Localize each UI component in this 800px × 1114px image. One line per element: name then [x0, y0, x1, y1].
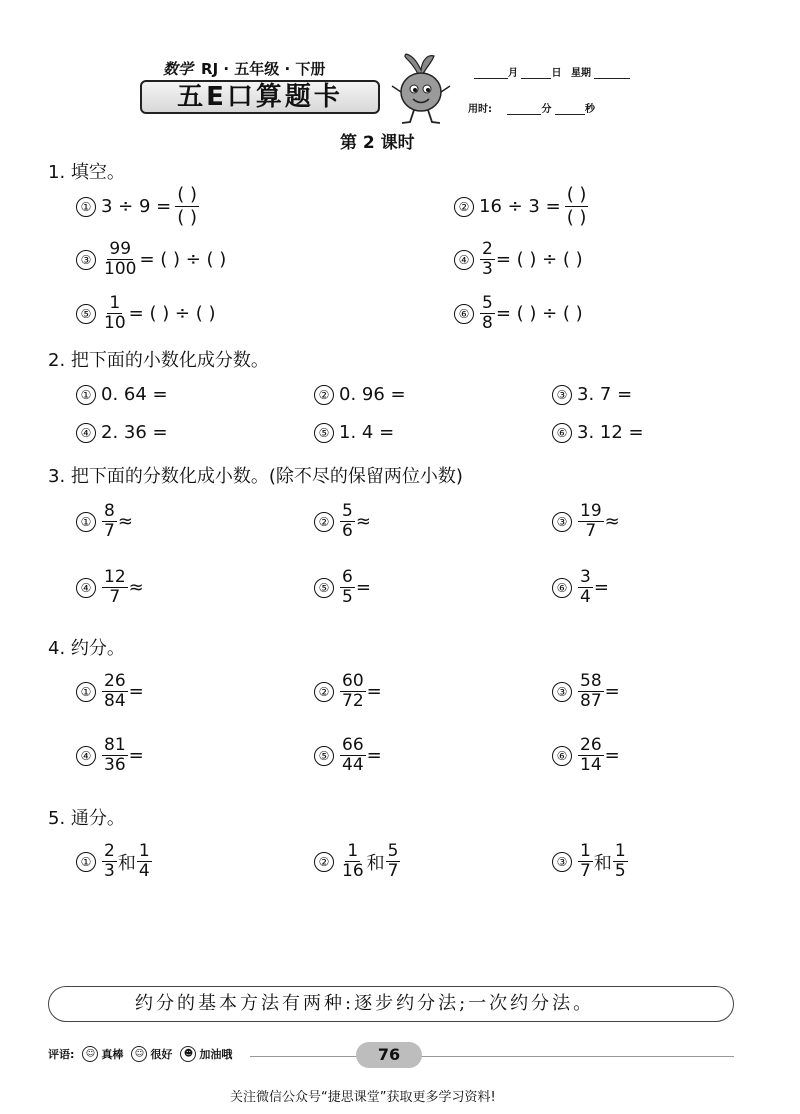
- exercise-3-4: ④ $\frac{12}{7}$ ≈: [76, 568, 144, 607]
- comment-label: 评语:: [48, 1048, 75, 1061]
- radish-mascot-icon: [388, 52, 454, 126]
- exercise-2-4: ④ 2. 36 =: [76, 422, 168, 443]
- exercise-3-6: ⑥ $\frac{3}{4}$ =: [552, 568, 609, 607]
- exercise-2-1: ① 0. 64 =: [76, 384, 168, 405]
- exercise-4-4: ④ $\frac{81}{36}$ =: [76, 736, 144, 775]
- section-5-title: 5. 通分。: [48, 808, 125, 829]
- exercise-1-6: ⑥ $\frac{5}{8}$ = ( ) ÷ ( ): [454, 294, 583, 333]
- exercise-5-3: ③ $\frac{1}{7}$ 和 $\frac{1}{5}$: [552, 842, 629, 881]
- title-banner: 五E口算题卡: [140, 80, 380, 114]
- answer-blank[interactable]: = ( ) ÷ ( ): [128, 303, 216, 324]
- page-number: 76: [356, 1042, 422, 1068]
- answer-blank[interactable]: = ( ) ÷ ( ): [495, 303, 583, 324]
- exercise-3-5: ⑤ $\frac{6}{5}$ =: [314, 568, 371, 607]
- answer-blank[interactable]: = ( ) ÷ ( ): [139, 249, 227, 270]
- exercise-4-5: ⑤ $\frac{66}{44}$ =: [314, 736, 382, 775]
- exercise-2-3: ③ 3. 7 =: [552, 384, 632, 405]
- time-used-fields: 用时: 分 秒: [468, 104, 595, 115]
- exercise-1-1: ① 3 ÷ 9 = ( ) ( ): [76, 184, 199, 229]
- tip-bar: 约分的基本方法有两种:逐步约分法;一次约分法。: [48, 986, 734, 1022]
- exercise-1-2: ② 16 ÷ 3 = ( ) ( ): [454, 184, 588, 229]
- minutes-blank[interactable]: [507, 104, 541, 115]
- answer-blank[interactable]: ( ): [177, 207, 198, 228]
- exercise-5-2: ② $\frac{1}{16}$ 和 $\frac{5}{7}$: [314, 842, 401, 881]
- comment-row: 评语: ☺ 真棒 ☺ 很好 ☻ 加油哦: [48, 1048, 233, 1061]
- answer-blank[interactable]: ( ): [566, 207, 587, 228]
- date-fields: 月 日 星期: [474, 64, 630, 79]
- exercise-3-2: ② $\frac{5}{6}$ ≈: [314, 502, 371, 541]
- exercise-2-2: ② 0. 96 =: [314, 384, 406, 405]
- month-blank[interactable]: [474, 68, 508, 79]
- day-blank[interactable]: [521, 68, 551, 79]
- exercise-4-6: ⑥ $\frac{26}{14}$ =: [552, 736, 620, 775]
- smiling-face-icon[interactable]: ☺: [131, 1046, 147, 1062]
- exercise-1-4: ④ $\frac{2}{3}$ = ( ) ÷ ( ): [454, 240, 583, 279]
- footer-divider: [250, 1056, 734, 1057]
- exercise-2-6: ⑥ 3. 12 =: [552, 422, 644, 443]
- exercise-2-5: ⑤ 1. 4 =: [314, 422, 394, 443]
- subject-label: 数学: [163, 60, 194, 78]
- exercise-4-3: ③ $\frac{58}{87}$ =: [552, 672, 620, 711]
- answer-blank[interactable]: ( ): [177, 184, 198, 205]
- seconds-blank[interactable]: [555, 104, 585, 115]
- answer-blank[interactable]: ( ): [566, 184, 587, 205]
- weekday-blank[interactable]: [594, 68, 630, 79]
- section-4-title: 4. 约分。: [48, 638, 125, 659]
- section-1-title: 1. 填空。: [48, 162, 125, 183]
- exercise-5-1: ① $\frac{2}{3}$ 和 $\frac{1}{4}$: [76, 842, 153, 881]
- exercise-4-1: ① $\frac{26}{84}$ =: [76, 672, 144, 711]
- answer-blank[interactable]: = ( ) ÷ ( ): [495, 249, 583, 270]
- lesson-title: 第 2 课时: [340, 133, 415, 153]
- section-2-title: 2. 把下面的小数化成分数。: [48, 350, 269, 371]
- subject-edition: [163, 58, 325, 79]
- laughing-face-icon[interactable]: ☺: [82, 1046, 98, 1062]
- exercise-3-3: ③ $\frac{19}{7}$ ≈: [552, 502, 620, 541]
- exercise-3-1: ① $\frac{8}{7}$ ≈: [76, 502, 133, 541]
- cheer-face-icon[interactable]: ☻: [180, 1046, 196, 1062]
- edition-label: RJ · 五年级 · 下册: [201, 60, 326, 78]
- wechat-notice: 关注微信公众号“捷思课堂”获取更多学习资料!: [230, 1090, 496, 1105]
- section-3-title: 3. 把下面的分数化成小数。(除不尽的保留两位小数): [48, 466, 463, 487]
- exercise-1-5: ⑤ $\frac{1}{10}$ = ( ) ÷ ( ): [76, 294, 216, 333]
- exercise-1-3: ③ $\frac{99}{100}$ = ( ) ÷ ( ): [76, 240, 226, 279]
- exercise-4-2: ② $\frac{60}{72}$ =: [314, 672, 382, 711]
